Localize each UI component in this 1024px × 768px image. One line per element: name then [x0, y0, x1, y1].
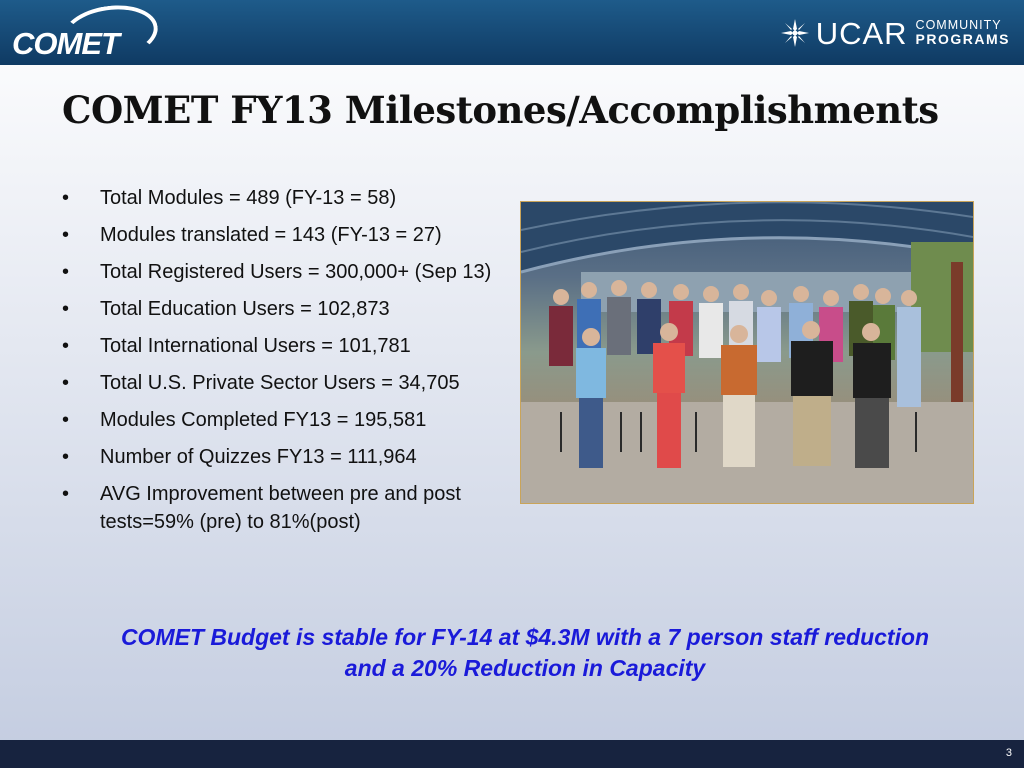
- ucar-logo: [780, 15, 1010, 51]
- bullet-symbol: •: [62, 187, 70, 209]
- slide-title: COMET FY13 Milestones/Accomplishments: [62, 88, 939, 132]
- community-programs-text: [916, 19, 1010, 47]
- budget-statement: [60, 622, 990, 684]
- bullet-item: [62, 332, 512, 360]
- budget-line-2: and a 20% Reduction in Capacity: [344, 655, 706, 681]
- bullet-text: Total U.S. Private Sector Users = 34,705: [100, 372, 460, 394]
- bullet-text: Total Education Users = 102,873: [100, 298, 390, 320]
- bullet-symbol: •: [62, 335, 70, 357]
- page-number: 3: [1005, 747, 1012, 759]
- bullet-item: [62, 443, 512, 471]
- bullet-item: [62, 258, 512, 286]
- bullet-item: [62, 480, 512, 536]
- bullet-item: [62, 406, 512, 434]
- comet-logo-text: COMET: [12, 26, 119, 61]
- budget-line-1: COMET Budget is stable for FY-14 at $4.3M with a 7 person staff reduction: [120, 624, 930, 650]
- bullet-symbol: •: [62, 372, 70, 394]
- bullet-text: Number of Quizzes FY13 = 111,964: [100, 446, 417, 468]
- programs-text: PROGRAMS: [915, 31, 1010, 48]
- bullet-symbol: •: [62, 224, 70, 246]
- bullet-item: [62, 369, 512, 397]
- header-bar: [0, 0, 1024, 65]
- bullet-text: Modules Completed FY13 = 195,581: [100, 409, 427, 431]
- bullet-text: Total Modules = 489 (FY-13 = 58): [100, 187, 397, 209]
- bullet-text: Total International Users = 101,781: [100, 335, 411, 357]
- ucar-logo-text: UCAR: [815, 15, 908, 51]
- team-group-photo: [520, 201, 974, 504]
- bullet-symbol: •: [62, 446, 70, 468]
- bullet-symbol: •: [62, 298, 70, 320]
- team-photo-illustration: [521, 202, 973, 503]
- comet-logo: [10, 4, 155, 60]
- bullet-symbol: •: [62, 409, 70, 431]
- bullet-symbol: •: [62, 261, 70, 283]
- bullet-item: [62, 221, 512, 249]
- ucar-star-icon: [780, 18, 810, 48]
- bullet-text: Total Registered Users = 300,000+ (Sep 13): [100, 261, 492, 283]
- bullet-list: [62, 184, 512, 545]
- footer-bar: [0, 740, 1024, 768]
- bullet-text: Modules translated = 143 (FY-13 = 27): [100, 224, 442, 246]
- bullet-text: AVG Improvement between pre and post tests=59% (pre) to 81%(post): [100, 483, 461, 533]
- community-text: COMMUNITY: [915, 18, 1002, 33]
- bullet-item: [62, 184, 512, 212]
- bullet-item: [62, 295, 512, 323]
- bullet-symbol: •: [62, 483, 70, 505]
